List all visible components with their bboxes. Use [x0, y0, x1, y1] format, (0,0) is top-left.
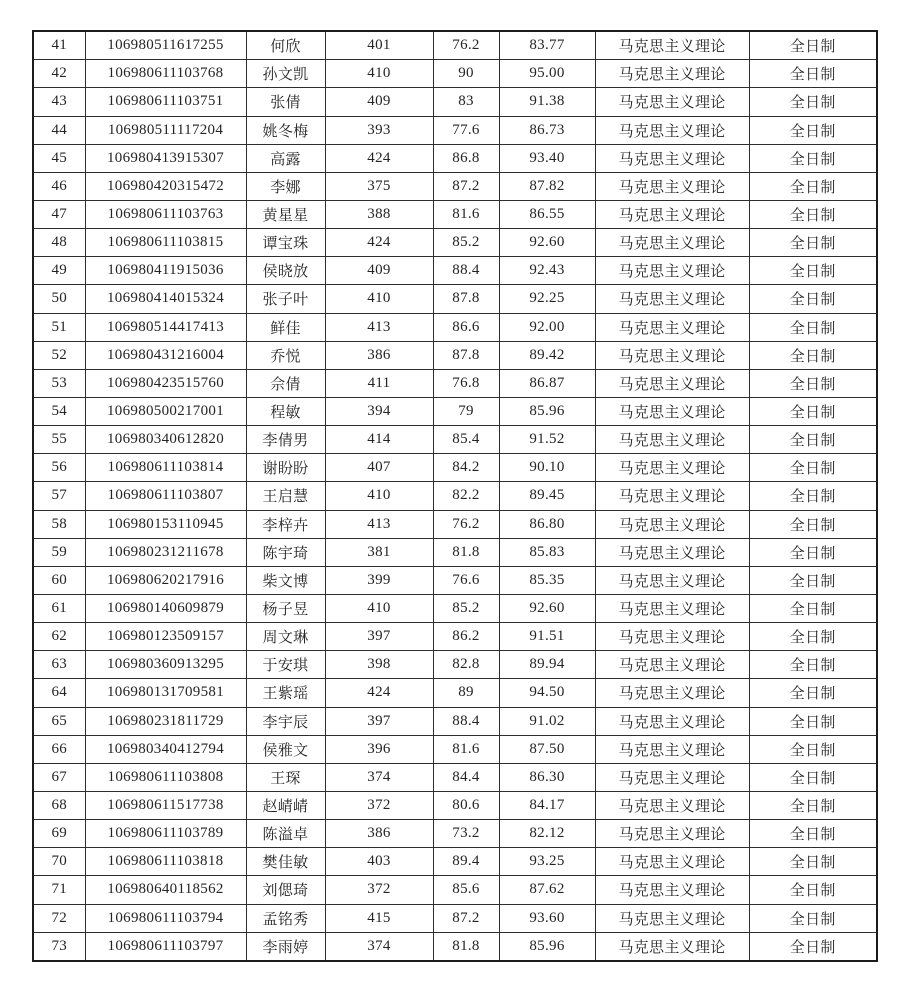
- major-cell: 马克思主义理论: [595, 60, 749, 88]
- row-number-cell: 55: [33, 426, 85, 454]
- row-number-cell: 70: [33, 848, 85, 876]
- initial-score-cell: 410: [325, 594, 433, 622]
- major-cell: 马克思主义理论: [595, 623, 749, 651]
- study-mode-cell: 全日制: [749, 144, 877, 172]
- table-row: [33, 313, 877, 341]
- initial-score-cell: 372: [325, 791, 433, 819]
- major-cell: 马克思主义理论: [595, 904, 749, 932]
- final-score-cell: 86.87: [499, 369, 595, 397]
- study-mode-cell: 全日制: [749, 60, 877, 88]
- final-score-cell: 85.96: [499, 397, 595, 425]
- initial-score-cell: 414: [325, 426, 433, 454]
- name-cell: 张倩: [246, 88, 325, 116]
- retest-score-cell: 87.8: [433, 341, 499, 369]
- row-number-cell: 73: [33, 932, 85, 961]
- candidate-id-cell: 106980611103789: [85, 820, 246, 848]
- candidate-id-cell: 106980413915307: [85, 144, 246, 172]
- initial-score-cell: 388: [325, 200, 433, 228]
- initial-score-cell: 410: [325, 482, 433, 510]
- retest-score-cell: 86.6: [433, 313, 499, 341]
- study-mode-cell: 全日制: [749, 791, 877, 819]
- name-cell: 柴文博: [246, 566, 325, 594]
- major-cell: 马克思主义理论: [595, 369, 749, 397]
- name-cell: 程敏: [246, 397, 325, 425]
- row-number-cell: 66: [33, 735, 85, 763]
- study-mode-cell: 全日制: [749, 454, 877, 482]
- retest-score-cell: 89.4: [433, 848, 499, 876]
- candidate-id-cell: 106980231811729: [85, 707, 246, 735]
- final-score-cell: 94.50: [499, 679, 595, 707]
- name-cell: 李娜: [246, 172, 325, 200]
- study-mode-cell: 全日制: [749, 397, 877, 425]
- final-score-cell: 84.17: [499, 791, 595, 819]
- table-row: [33, 369, 877, 397]
- final-score-cell: 91.51: [499, 623, 595, 651]
- study-mode-cell: 全日制: [749, 594, 877, 622]
- initial-score-cell: 397: [325, 623, 433, 651]
- name-cell: 陈溢卓: [246, 820, 325, 848]
- name-cell: 周文琳: [246, 623, 325, 651]
- retest-score-cell: 76.6: [433, 566, 499, 594]
- candidate-id-cell: 106980611103808: [85, 763, 246, 791]
- table-row: [33, 285, 877, 313]
- candidate-id-cell: 106980611103751: [85, 88, 246, 116]
- major-cell: 马克思主义理论: [595, 848, 749, 876]
- retest-score-cell: 85.6: [433, 876, 499, 904]
- major-cell: 马克思主义理论: [595, 932, 749, 961]
- retest-score-cell: 85.2: [433, 229, 499, 257]
- major-cell: 马克思主义理论: [595, 172, 749, 200]
- row-number-cell: 65: [33, 707, 85, 735]
- row-number-cell: 46: [33, 172, 85, 200]
- row-number-cell: 42: [33, 60, 85, 88]
- initial-score-cell: 375: [325, 172, 433, 200]
- candidate-id-cell: 106980611103763: [85, 200, 246, 228]
- table-row: [33, 679, 877, 707]
- major-cell: 马克思主义理论: [595, 510, 749, 538]
- candidate-id-cell: 106980340412794: [85, 735, 246, 763]
- final-score-cell: 86.80: [499, 510, 595, 538]
- retest-score-cell: 88.4: [433, 707, 499, 735]
- retest-score-cell: 77.6: [433, 116, 499, 144]
- initial-score-cell: 410: [325, 285, 433, 313]
- initial-score-cell: 381: [325, 538, 433, 566]
- name-cell: 于安琪: [246, 651, 325, 679]
- row-number-cell: 68: [33, 791, 85, 819]
- table-row: [33, 172, 877, 200]
- major-cell: 马克思主义理论: [595, 341, 749, 369]
- initial-score-cell: 413: [325, 510, 433, 538]
- candidate-id-cell: 106980340612820: [85, 426, 246, 454]
- final-score-cell: 86.73: [499, 116, 595, 144]
- study-mode-cell: 全日制: [749, 369, 877, 397]
- retest-score-cell: 82.8: [433, 651, 499, 679]
- initial-score-cell: 372: [325, 876, 433, 904]
- candidate-id-cell: 106980131709581: [85, 679, 246, 707]
- final-score-cell: 85.83: [499, 538, 595, 566]
- candidate-id-cell: 106980420315472: [85, 172, 246, 200]
- candidate-id-cell: 106980611103818: [85, 848, 246, 876]
- major-cell: 马克思主义理论: [595, 88, 749, 116]
- study-mode-cell: 全日制: [749, 172, 877, 200]
- final-score-cell: 92.60: [499, 229, 595, 257]
- study-mode-cell: 全日制: [749, 482, 877, 510]
- major-cell: 马克思主义理论: [595, 876, 749, 904]
- retest-score-cell: 89: [433, 679, 499, 707]
- row-number-cell: 60: [33, 566, 85, 594]
- candidate-id-cell: 106980611103815: [85, 229, 246, 257]
- table-row: [33, 623, 877, 651]
- major-cell: 马克思主义理论: [595, 707, 749, 735]
- retest-score-cell: 76.8: [433, 369, 499, 397]
- major-cell: 马克思主义理论: [595, 763, 749, 791]
- table-row: [33, 904, 877, 932]
- row-number-cell: 50: [33, 285, 85, 313]
- major-cell: 马克思主义理论: [595, 566, 749, 594]
- study-mode-cell: 全日制: [749, 200, 877, 228]
- table-row: [33, 116, 877, 144]
- final-score-cell: 89.45: [499, 482, 595, 510]
- major-cell: 马克思主义理论: [595, 735, 749, 763]
- row-number-cell: 47: [33, 200, 85, 228]
- retest-score-cell: 81.6: [433, 735, 499, 763]
- initial-score-cell: 374: [325, 932, 433, 961]
- name-cell: 侯雅文: [246, 735, 325, 763]
- study-mode-cell: 全日制: [749, 229, 877, 257]
- initial-score-cell: 393: [325, 116, 433, 144]
- final-score-cell: 87.82: [499, 172, 595, 200]
- initial-score-cell: 399: [325, 566, 433, 594]
- name-cell: 侯晓放: [246, 257, 325, 285]
- table-row: [33, 60, 877, 88]
- row-number-cell: 69: [33, 820, 85, 848]
- final-score-cell: 93.40: [499, 144, 595, 172]
- candidate-id-cell: 106980620217916: [85, 566, 246, 594]
- candidate-id-cell: 106980611103807: [85, 482, 246, 510]
- retest-score-cell: 80.6: [433, 791, 499, 819]
- final-score-cell: 92.00: [499, 313, 595, 341]
- major-cell: 马克思主义理论: [595, 31, 749, 60]
- retest-score-cell: 87.2: [433, 904, 499, 932]
- major-cell: 马克思主义理论: [595, 651, 749, 679]
- final-score-cell: 85.96: [499, 932, 595, 961]
- final-score-cell: 86.30: [499, 763, 595, 791]
- row-number-cell: 72: [33, 904, 85, 932]
- table-row: [33, 651, 877, 679]
- table-row: [33, 341, 877, 369]
- retest-score-cell: 81.8: [433, 932, 499, 961]
- row-number-cell: 54: [33, 397, 85, 425]
- retest-score-cell: 84.2: [433, 454, 499, 482]
- row-number-cell: 59: [33, 538, 85, 566]
- initial-score-cell: 386: [325, 820, 433, 848]
- candidate-id-cell: 106980414015324: [85, 285, 246, 313]
- retest-score-cell: 84.4: [433, 763, 499, 791]
- study-mode-cell: 全日制: [749, 538, 877, 566]
- final-score-cell: 91.52: [499, 426, 595, 454]
- row-number-cell: 61: [33, 594, 85, 622]
- table-row: [33, 31, 877, 60]
- row-number-cell: 67: [33, 763, 85, 791]
- candidate-id-cell: 106980514417413: [85, 313, 246, 341]
- initial-score-cell: 396: [325, 735, 433, 763]
- table-row: [33, 426, 877, 454]
- candidate-id-cell: 106980140609879: [85, 594, 246, 622]
- name-cell: 孙文凯: [246, 60, 325, 88]
- final-score-cell: 87.50: [499, 735, 595, 763]
- retest-score-cell: 83: [433, 88, 499, 116]
- final-score-cell: 89.42: [499, 341, 595, 369]
- table-row: [33, 454, 877, 482]
- table-row: [33, 200, 877, 228]
- retest-score-cell: 81.6: [433, 200, 499, 228]
- major-cell: 马克思主义理论: [595, 397, 749, 425]
- study-mode-cell: 全日制: [749, 679, 877, 707]
- study-mode-cell: 全日制: [749, 932, 877, 961]
- final-score-cell: 83.77: [499, 31, 595, 60]
- candidate-id-cell: 106980511617255: [85, 31, 246, 60]
- initial-score-cell: 397: [325, 707, 433, 735]
- study-mode-cell: 全日制: [749, 820, 877, 848]
- retest-score-cell: 79: [433, 397, 499, 425]
- name-cell: 王琛: [246, 763, 325, 791]
- final-score-cell: 92.25: [499, 285, 595, 313]
- initial-score-cell: 394: [325, 397, 433, 425]
- final-score-cell: 82.12: [499, 820, 595, 848]
- name-cell: 佘倩: [246, 369, 325, 397]
- retest-score-cell: 73.2: [433, 820, 499, 848]
- table-row: [33, 848, 877, 876]
- study-mode-cell: 全日制: [749, 735, 877, 763]
- study-mode-cell: 全日制: [749, 707, 877, 735]
- row-number-cell: 71: [33, 876, 85, 904]
- table-row: [33, 510, 877, 538]
- name-cell: 王启慧: [246, 482, 325, 510]
- final-score-cell: 91.02: [499, 707, 595, 735]
- row-number-cell: 43: [33, 88, 85, 116]
- major-cell: 马克思主义理论: [595, 820, 749, 848]
- initial-score-cell: 410: [325, 60, 433, 88]
- name-cell: 刘偲琦: [246, 876, 325, 904]
- name-cell: 乔悦: [246, 341, 325, 369]
- final-score-cell: 87.62: [499, 876, 595, 904]
- initial-score-cell: 401: [325, 31, 433, 60]
- table-row: [33, 791, 877, 819]
- row-number-cell: 49: [33, 257, 85, 285]
- study-mode-cell: 全日制: [749, 257, 877, 285]
- study-mode-cell: 全日制: [749, 426, 877, 454]
- retest-score-cell: 86.8: [433, 144, 499, 172]
- candidate-id-cell: 106980153110945: [85, 510, 246, 538]
- major-cell: 马克思主义理论: [595, 116, 749, 144]
- study-mode-cell: 全日制: [749, 313, 877, 341]
- candidate-id-cell: 106980231211678: [85, 538, 246, 566]
- candidate-id-cell: 106980423515760: [85, 369, 246, 397]
- table-row: [33, 707, 877, 735]
- initial-score-cell: 411: [325, 369, 433, 397]
- name-cell: 李倩男: [246, 426, 325, 454]
- candidate-id-cell: 106980511117204: [85, 116, 246, 144]
- name-cell: 孟铭秀: [246, 904, 325, 932]
- row-number-cell: 52: [33, 341, 85, 369]
- candidate-id-cell: 106980611103797: [85, 932, 246, 961]
- initial-score-cell: 424: [325, 679, 433, 707]
- final-score-cell: 90.10: [499, 454, 595, 482]
- study-mode-cell: 全日制: [749, 651, 877, 679]
- candidate-id-cell: 106980411915036: [85, 257, 246, 285]
- study-mode-cell: 全日制: [749, 848, 877, 876]
- retest-score-cell: 87.8: [433, 285, 499, 313]
- name-cell: 谭宝珠: [246, 229, 325, 257]
- table-row: [33, 594, 877, 622]
- candidate-id-cell: 106980360913295: [85, 651, 246, 679]
- name-cell: 张子叶: [246, 285, 325, 313]
- candidate-id-cell: 106980123509157: [85, 623, 246, 651]
- major-cell: 马克思主义理论: [595, 144, 749, 172]
- table-row: [33, 932, 877, 961]
- study-mode-cell: 全日制: [749, 904, 877, 932]
- name-cell: 何欣: [246, 31, 325, 60]
- table-row: [33, 820, 877, 848]
- study-mode-cell: 全日制: [749, 876, 877, 904]
- final-score-cell: 93.60: [499, 904, 595, 932]
- major-cell: 马克思主义理论: [595, 454, 749, 482]
- final-score-cell: 92.60: [499, 594, 595, 622]
- candidate-id-cell: 106980611103814: [85, 454, 246, 482]
- table-row: [33, 538, 877, 566]
- initial-score-cell: 407: [325, 454, 433, 482]
- retest-score-cell: 88.4: [433, 257, 499, 285]
- row-number-cell: 63: [33, 651, 85, 679]
- retest-score-cell: 86.2: [433, 623, 499, 651]
- initial-score-cell: 403: [325, 848, 433, 876]
- final-score-cell: 85.35: [499, 566, 595, 594]
- table-row: [33, 735, 877, 763]
- initial-score-cell: 386: [325, 341, 433, 369]
- study-mode-cell: 全日制: [749, 88, 877, 116]
- candidate-id-cell: 106980611103794: [85, 904, 246, 932]
- major-cell: 马克思主义理论: [595, 229, 749, 257]
- study-mode-cell: 全日制: [749, 566, 877, 594]
- retest-score-cell: 85.2: [433, 594, 499, 622]
- study-mode-cell: 全日制: [749, 763, 877, 791]
- retest-score-cell: 82.2: [433, 482, 499, 510]
- study-mode-cell: 全日制: [749, 623, 877, 651]
- name-cell: 李梓卉: [246, 510, 325, 538]
- name-cell: 樊佳敏: [246, 848, 325, 876]
- initial-score-cell: 413: [325, 313, 433, 341]
- initial-score-cell: 374: [325, 763, 433, 791]
- admission-score-table: [32, 30, 878, 962]
- row-number-cell: 58: [33, 510, 85, 538]
- table-row: [33, 566, 877, 594]
- major-cell: 马克思主义理论: [595, 285, 749, 313]
- table-row: [33, 257, 877, 285]
- table-row: [33, 397, 877, 425]
- major-cell: 马克思主义理论: [595, 791, 749, 819]
- retest-score-cell: 87.2: [433, 172, 499, 200]
- table-row: [33, 144, 877, 172]
- row-number-cell: 48: [33, 229, 85, 257]
- initial-score-cell: 415: [325, 904, 433, 932]
- final-score-cell: 89.94: [499, 651, 595, 679]
- table-row: [33, 482, 877, 510]
- retest-score-cell: 76.2: [433, 510, 499, 538]
- study-mode-cell: 全日制: [749, 116, 877, 144]
- initial-score-cell: 424: [325, 144, 433, 172]
- name-cell: 谢盼盼: [246, 454, 325, 482]
- study-mode-cell: 全日制: [749, 31, 877, 60]
- initial-score-cell: 398: [325, 651, 433, 679]
- study-mode-cell: 全日制: [749, 341, 877, 369]
- candidate-id-cell: 106980611517738: [85, 791, 246, 819]
- final-score-cell: 92.43: [499, 257, 595, 285]
- retest-score-cell: 76.2: [433, 31, 499, 60]
- candidate-id-cell: 106980431216004: [85, 341, 246, 369]
- table-row: [33, 763, 877, 791]
- initial-score-cell: 409: [325, 88, 433, 116]
- name-cell: 鲜佳: [246, 313, 325, 341]
- row-number-cell: 53: [33, 369, 85, 397]
- row-number-cell: 64: [33, 679, 85, 707]
- major-cell: 马克思主义理论: [595, 313, 749, 341]
- row-number-cell: 44: [33, 116, 85, 144]
- name-cell: 黄星星: [246, 200, 325, 228]
- study-mode-cell: 全日制: [749, 285, 877, 313]
- name-cell: 杨子昱: [246, 594, 325, 622]
- name-cell: 高露: [246, 144, 325, 172]
- major-cell: 马克思主义理论: [595, 594, 749, 622]
- major-cell: 马克思主义理论: [595, 679, 749, 707]
- final-score-cell: 95.00: [499, 60, 595, 88]
- candidate-id-cell: 106980640118562: [85, 876, 246, 904]
- final-score-cell: 91.38: [499, 88, 595, 116]
- name-cell: 王紫瑶: [246, 679, 325, 707]
- retest-score-cell: 85.4: [433, 426, 499, 454]
- table-body: [33, 31, 877, 961]
- name-cell: 李雨婷: [246, 932, 325, 961]
- row-number-cell: 62: [33, 623, 85, 651]
- major-cell: 马克思主义理论: [595, 426, 749, 454]
- major-cell: 马克思主义理论: [595, 538, 749, 566]
- retest-score-cell: 81.8: [433, 538, 499, 566]
- initial-score-cell: 424: [325, 229, 433, 257]
- final-score-cell: 93.25: [499, 848, 595, 876]
- row-number-cell: 45: [33, 144, 85, 172]
- major-cell: 马克思主义理论: [595, 257, 749, 285]
- candidate-id-cell: 106980611103768: [85, 60, 246, 88]
- final-score-cell: 86.55: [499, 200, 595, 228]
- row-number-cell: 57: [33, 482, 85, 510]
- table-row: [33, 876, 877, 904]
- row-number-cell: 51: [33, 313, 85, 341]
- name-cell: 赵崝崝: [246, 791, 325, 819]
- row-number-cell: 56: [33, 454, 85, 482]
- row-number-cell: 41: [33, 31, 85, 60]
- candidate-id-cell: 106980500217001: [85, 397, 246, 425]
- major-cell: 马克思主义理论: [595, 482, 749, 510]
- table-row: [33, 229, 877, 257]
- name-cell: 陈宇琦: [246, 538, 325, 566]
- name-cell: 姚冬梅: [246, 116, 325, 144]
- study-mode-cell: 全日制: [749, 510, 877, 538]
- major-cell: 马克思主义理论: [595, 200, 749, 228]
- table-row: [33, 88, 877, 116]
- initial-score-cell: 409: [325, 257, 433, 285]
- name-cell: 李宇辰: [246, 707, 325, 735]
- retest-score-cell: 90: [433, 60, 499, 88]
